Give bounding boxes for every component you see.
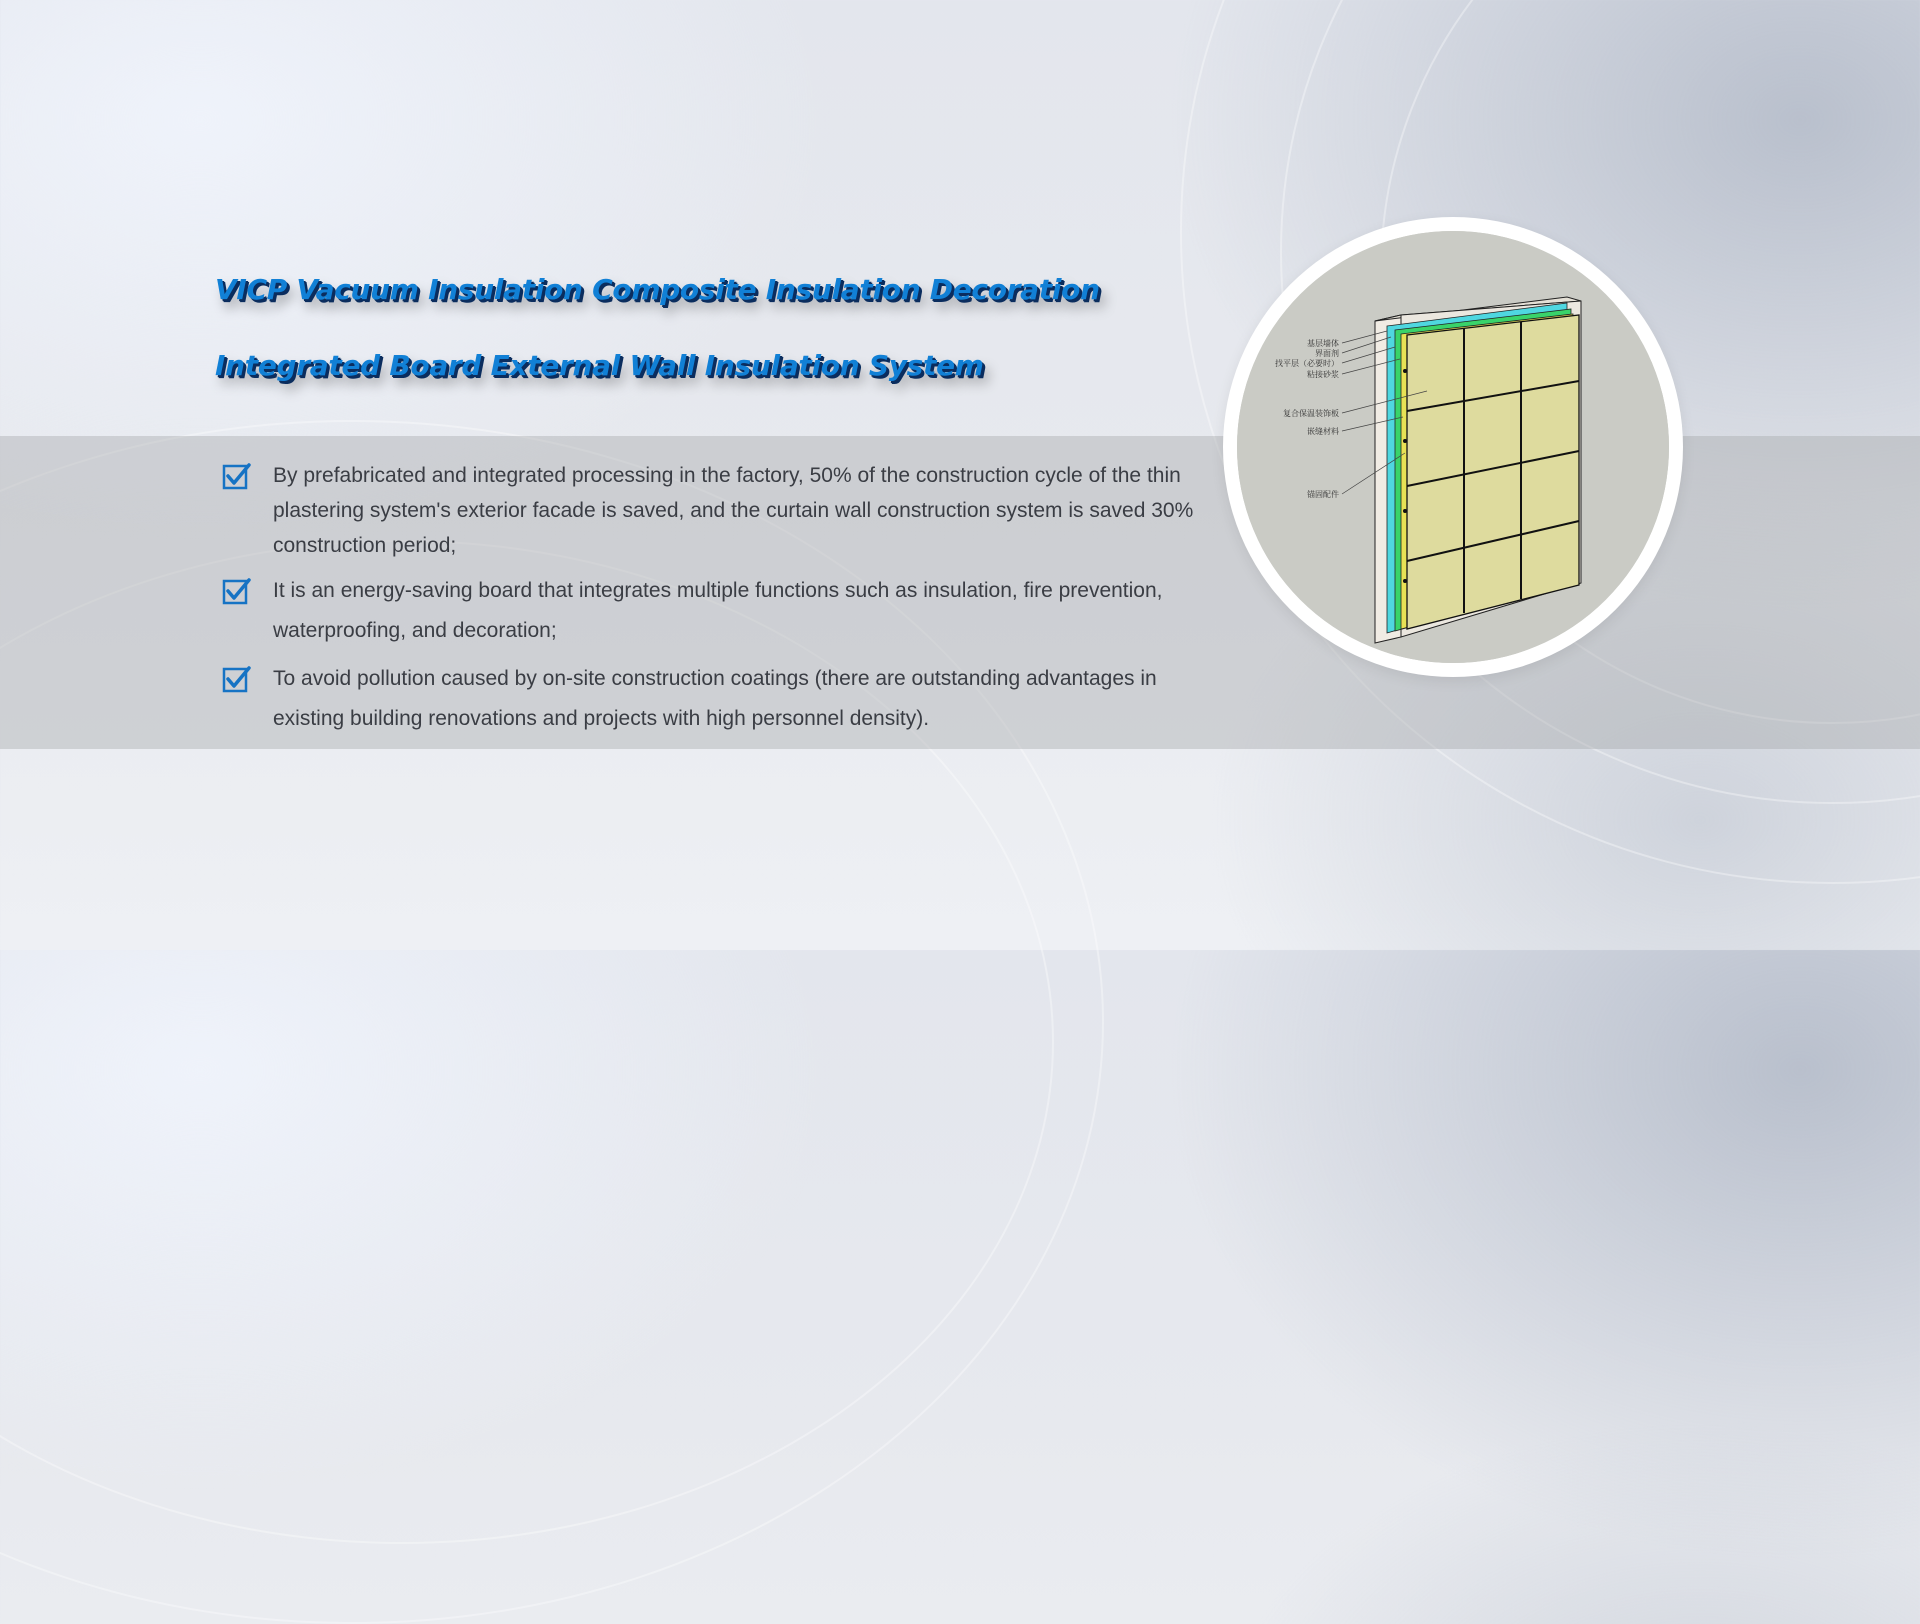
feature-text: To avoid pollution caused by on-site construction coatings (there are outstanding advantages in existing building renovations and projects with high personnel density). — [273, 667, 1157, 730]
feature-text: By prefabricated and integrated processing in the factory, 50% of the construction cycle of the thin plastering system's exterior facade is saved, and the curtain wall construction system is saved 30% construction period; — [273, 464, 1194, 557]
checkbox-checked-icon — [222, 665, 252, 695]
diagram-frame — [1223, 217, 1683, 677]
diagram-label: 找平层（必要时） — [1275, 359, 1339, 368]
feature-text: It is an energy-saving board that integrates multiple functions such as insulation, fire prevention, waterproofing, and decoration; — [273, 579, 1163, 642]
wall-system-diagram — [1237, 231, 1669, 663]
feature-item — [222, 571, 1232, 651]
feature-list — [222, 458, 1232, 747]
diagram-label: 界面剂 — [1315, 349, 1339, 358]
page-title — [215, 252, 1115, 404]
diagram-label: 复合保温装饰板 — [1283, 409, 1339, 418]
feature-item — [222, 458, 1232, 563]
diagram-label: 锚固配件 — [1307, 490, 1339, 499]
diagram-label: 粘接砂浆 — [1307, 370, 1339, 379]
feature-item — [222, 659, 1232, 739]
title-line-2: Integrated Board External Wall Insulation System — [215, 349, 984, 382]
diagram-label: 嵌缝材料 — [1307, 427, 1339, 436]
wall-layers-illustration — [1237, 231, 1669, 663]
checkbox-checked-icon — [222, 577, 252, 607]
title-line-1: VICP Vacuum Insulation Composite Insulation Decoration — [215, 273, 1100, 306]
checkbox-checked-icon — [222, 462, 252, 492]
diagram-label: 基层墙体 — [1307, 339, 1339, 348]
